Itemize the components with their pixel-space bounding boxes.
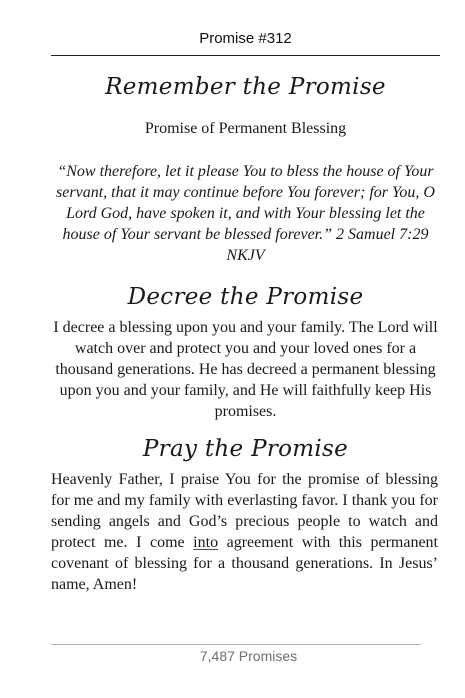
footer-promise-count: 7,487 Promises — [199, 648, 298, 664]
remember-heading: Remember the Promise — [105, 74, 386, 100]
prayer-text-end: agreement with this permanent covenant of blessing for a thousand generations. In Jesus’ name, Amen! — [51, 534, 438, 593]
prayer-text-start: Heavenly Father, I praise You for the promise of blessing for me and my family with everlasting favor. I thank you for sending angels and God’s precious people to watch and protect me. I come — [51, 471, 438, 551]
decree-heading: Decree the Promise — [127, 284, 364, 310]
page-title: Promise #312 — [199, 30, 292, 47]
decree-text: I decree a blessing upon you and your family. The Lord will watch over and protect you and your loved ones for a thousand generations. He has decreed a permanent blessing upon you and your family, and He will faithfully keep His promises. — [53, 319, 438, 420]
prayer-underlined-word: into — [193, 534, 219, 551]
pray-heading: Pray the Promise — [142, 436, 349, 462]
footer-divider — [51, 644, 421, 645]
scripture-quote: “Now therefore, let it please You to bless the house of Your servant, that it may continue before You forever; for You, O Lord God, have spoken it, and with Your blessing let the house of Your servant be blessed forever.” 2 Samuel 7:29 NKJV — [56, 163, 435, 264]
prayer-text — [51, 469, 438, 595]
header-divider — [51, 55, 440, 56]
promise-subtitle: Promise of Permanent Blessing — [144, 120, 347, 137]
